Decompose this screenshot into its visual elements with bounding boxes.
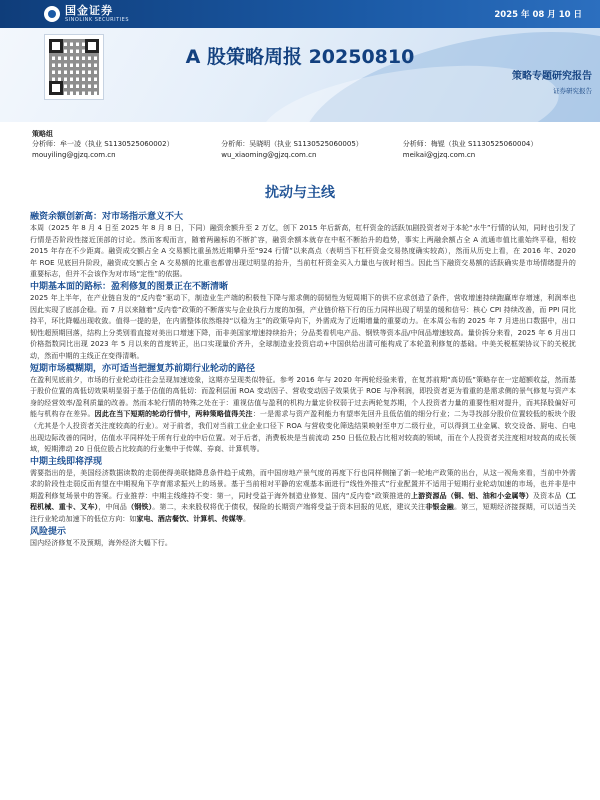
section-heading: 中期基本面的路标：盈利修复的图景正在不断清晰 — [30, 281, 229, 292]
emphasis-text: 因此在当下短期的轮动行情中，两种策略值得关注 — [94, 410, 253, 419]
logo-en: SINOLINK SECURITIES — [65, 17, 129, 23]
report-dept: 证券研究报告 — [553, 87, 592, 95]
authors-block — [32, 129, 592, 161]
report-header — [0, 0, 600, 122]
emphasis-text: 上游资源品（铜、铝、油和小金属等） — [410, 491, 533, 500]
author-1 — [32, 139, 221, 161]
logo-cn: 国金证券 — [65, 4, 113, 17]
section-heading: 短期市场模糊期，亦可适当把握复苏前期行业轮动的路径 — [30, 363, 256, 374]
emphasis-text: 非银金融 — [425, 503, 454, 512]
paragraph-text: 国内经济修复不及预期，海外经济大幅下行。 — [30, 538, 172, 547]
section-paragraph — [30, 468, 576, 526]
paragraph-text: 及资本品 — [533, 491, 562, 500]
document-title: 扰动与主线 — [265, 185, 335, 201]
author-email[interactable]: mouyiling@gjzq.com.cn — [32, 151, 116, 159]
section-heading: 风险提示 — [30, 526, 67, 537]
section-heading: 中期主线即将浮现 — [30, 456, 103, 467]
report-date: 2025 年 08 月 10 日 — [494, 10, 582, 20]
section-paragraph — [30, 538, 576, 550]
author-line: 分析师：牟一凌（执业 S1130525060002） — [32, 140, 174, 148]
logo-icon — [44, 6, 60, 22]
author-2 — [221, 139, 403, 161]
paragraph-text: 需要指出的是，美国经济数据读数的走弱使得美联储降息条件趋于成熟，而中国房地产景气度的再度下行也同样侧撞了新一轮地产政策的出台，从这一视角来看，当前中外需求的阶段性走弱反而有望在中期视角下孕育需求振兴上的场景。基于当前相对平静的宏观基本面进行“线性外推式”行业配置并不适用于短期行业轮动加速的市场，也并非是中期盈利修复场景中的答案。行业推荐：中期主线维持不变：第一，同时受益于海外制造业修复、国内“反内卷”政策推进的 — [30, 468, 576, 500]
section-heading: 融资余额创新高：对市场指示意义不大 — [30, 212, 184, 222]
paragraph-text: ：一是需求与资产盈利能力有望率先回升且低估值的细分行业；二为寻找部分股价位置较低的板块个股（尤其是个人投资者关注度较高的行业）。对于前者，我们对当前工业企业口径下 ROA 与营收变化筛选结果映射至申万二级行业，可以得到工业金属、软交设备、厨电、白电出现边际改善的同时，估值水平同样处于所有行业的中后位置。对于后者，消费板块是当前流动 250 日低位股占比相对较高的领域，而在个人投资者关注度相对较高的成长领域，短期滞动 20 日低位股占比较高的行业集中于传媒、券商、计算机等。 — [30, 410, 576, 454]
emphasis-text: 家电、酒店餐饮、计算机、传媒等 — [136, 515, 243, 524]
paragraph-text: ，中间品 — [98, 503, 128, 512]
report-title: A 股策略周报 20250810 — [185, 46, 415, 68]
author-3 — [403, 139, 592, 161]
paragraph-text: 。 — [243, 515, 251, 524]
company-logo — [44, 5, 129, 23]
section-paragraph — [30, 375, 576, 456]
emphasis-text: （工程机械、重卡、叉车） — [30, 491, 576, 512]
group-label: 策略组 — [32, 130, 53, 138]
author-email[interactable]: meikai@gjzq.com.cn — [402, 151, 476, 159]
paragraph-text: 。第二，未来股权将优于债权，保险的长期资产端将受益于资本回报的见底，建议关注 — [152, 503, 426, 512]
section-paragraph — [30, 223, 576, 281]
section-paragraph — [30, 293, 576, 363]
author-email[interactable]: wu_xiaoming@gjzq.com.cn — [221, 151, 317, 159]
report-body — [30, 211, 576, 549]
emphasis-text: （钢铁） — [127, 503, 153, 512]
paragraph-text: 在盈利见底前夕，市场的行业轮动往往会呈现加速迹象，这期亦呈现类似特征。参考 2016 年与 2020 年两轮经验来看，在复苏前期“高切低”策略存在一定超额收益，然而基于股价位置的高低切效果明显弱于基于估值的高低切：而盈利层面 ROA 变动因子、营收变动因子效果优于 ROE 与净利润，即投资者更为看重的是需求侧的景气修复与资产本身的经营效率/盈利质量的改善。然而本轮行情的特殊之处在于：重视估值与盈利的机构力量定价权弱于过去两轮复苏期，个人投资者力量的重要性相对提升，而其择股偏好可能与机构存在差异。 — [30, 375, 576, 419]
paragraph-text: 。第三，短期经济接探期，可以适当关注行业轮动加速下的低位方向：如 — [30, 503, 576, 524]
author-line: 分析师：吴晓明（执业 S1130525060005） — [221, 140, 363, 148]
report-type: 策略专题研究报告 — [512, 71, 592, 82]
paragraph-text: 本周（2025 年 8 月 4 日至 2025 年 8 月 8 日，下同）融资余额升至 2 万亿，创下 2015 年后新高，杠杆资金的活跃加剧投资者对于本轮“水牛”行情的认知，同时也引发了行情是否阶段性接近顶部的讨论。然而客观而言，随着两融标的不断扩容，融资余额本就存在中枢不断抬升的趋势，事实上两融余额占全 A 流通市值比重始终平稳，相较 2015 年存在不少距离。融资成交额占全 A 交易额比重虽然近期攀升至“924 行情”以来高点（表明当下杠杆资金交易热度确实较高），然而从历史上看，在 2016 年、2020 年 ROE 见底回升阶段，融资成交额占全 A 交易额的比重也都曾出现过明显的抬升，当前杠杆资金买入力量也与彼时相当。因此当下融资交易额的活跃确实是市场情绪提升的重要标志，但并不会该作为对市场“定性”的依据。 — [30, 224, 576, 279]
author-row — [32, 139, 592, 161]
author-line: 分析师：梅锟（执业 S1130525060004） — [402, 140, 538, 148]
paragraph-text: 2025 年上半年，在产业链自发的“反内卷”驱动下，制造业生产端的积极性下降与需求侧的弱韧性为短周期下的供不应求创造了条件，营收增速持续跑赢库存增速，利润率也因此实现了底部企稳。而 7 月以来随着“反内卷”政策的不断落实与企业执行力度的加强，产业链价格下行的压力同样出现了明显的缓和信号：核心 CPI 持续改善，而 PPI 同比持平，环比降幅出现收敛。值得一提的是，在内需整体依然维持“以稳为主”的政策导向下，外需成为了近期增量的重要动力。在本周公布的 2025 年 7 月进出口数据中，出口韧性超预期回落，结构上分类别看直接对美出口增速下降，而非美国家增速持续抬升；分品类看机电产品、钢铁等资本品/中间品增速较高。量价拆分来看，2025 年 6 月出口价格指数同比出现 2023 年 5 月以来的首度转正，出口实现量价齐升，全球制造业投资启动+中国供给出清可能构成了本轮盈利修复的基础。中美关税框架协议下的关税扰动，然而中期的主线正在变得清晰。 — [30, 293, 576, 360]
